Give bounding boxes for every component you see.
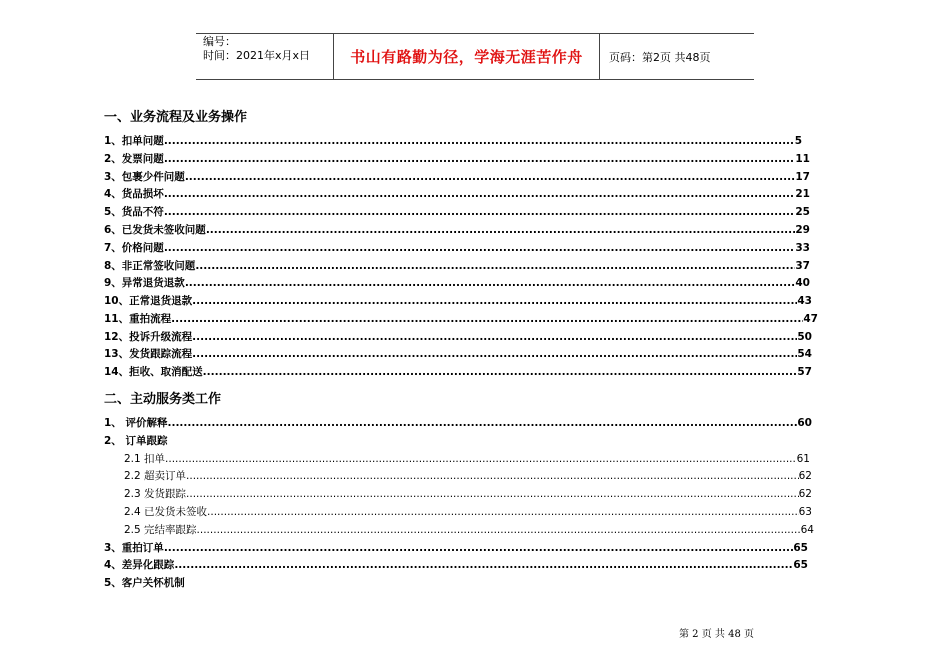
section-2-title: 二、主动服务类工作 <box>104 392 222 407</box>
toc-leader <box>186 486 799 502</box>
toc-label: 2.1 扣单 <box>124 453 166 465</box>
toc-entry[interactable] <box>124 522 814 538</box>
toc-leader <box>165 451 797 467</box>
toc-entry[interactable] <box>104 346 812 362</box>
toc-entry[interactable] <box>104 329 812 345</box>
toc-label: 2.4 已发货未签收 <box>124 506 208 518</box>
toc-entry[interactable] <box>104 364 812 380</box>
toc-page: 62 <box>798 470 812 482</box>
toc-label: 2、发票问题 <box>104 153 164 165</box>
toc-page: 29 <box>795 224 810 236</box>
toc-label: 12、投诉升级流程 <box>104 331 193 343</box>
header-page-info: 页码：第2页 共48页 <box>609 50 711 64</box>
header-motto: 书山有路勤为径，学海无涯苦作舟 <box>334 34 600 79</box>
toc-label: 11、重拍流程 <box>104 313 172 325</box>
toc-label: 6、已发货未签收问题 <box>104 224 206 236</box>
toc-leader <box>164 204 796 220</box>
section-1-title: 一、业务流程及业务操作 <box>104 110 248 125</box>
toc-page: 5 <box>794 135 802 147</box>
toc-leader <box>207 504 799 520</box>
toc-page: 65 <box>793 542 808 554</box>
toc-leader <box>164 240 796 256</box>
header-number: 编号： <box>203 35 236 48</box>
toc-label: 4、差异化跟踪 <box>104 559 175 571</box>
toc-page: 61 <box>796 453 810 465</box>
toc-label: 5、货品不符 <box>104 206 164 218</box>
toc-entry[interactable] <box>104 240 810 256</box>
toc-label: 7、价格问题 <box>104 242 164 254</box>
toc-entry[interactable] <box>104 258 810 274</box>
toc-leader <box>164 133 795 149</box>
toc-entry[interactable] <box>104 169 810 185</box>
toc-label: 10、正常退货退款 <box>104 295 193 307</box>
toc-entry[interactable] <box>104 204 810 220</box>
toc-entry[interactable] <box>124 504 812 520</box>
toc-entry[interactable] <box>104 133 802 149</box>
toc-label: 3、包裹少件问题 <box>104 171 185 183</box>
toc-leader <box>195 258 795 274</box>
toc-leader <box>197 522 801 538</box>
header-meta-cell <box>196 34 334 79</box>
toc-label: 8、非正常签收问题 <box>104 260 196 272</box>
toc-leader <box>164 151 796 167</box>
toc-page: 57 <box>797 366 812 378</box>
toc-page: 65 <box>793 559 808 571</box>
toc-page: 21 <box>795 188 810 200</box>
toc-leader <box>185 169 796 185</box>
toc-label: 2.2 超卖订单 <box>124 470 187 482</box>
toc-label: 13、发货跟踪流程 <box>104 348 193 360</box>
toc-label: 1、 评价解释 <box>104 417 168 429</box>
toc-leader <box>203 364 798 380</box>
toc-page: 17 <box>795 171 810 183</box>
toc-page: 11 <box>795 153 810 165</box>
toc-page: 50 <box>797 331 812 343</box>
toc-page: 40 <box>795 277 810 289</box>
document-header <box>196 33 754 80</box>
toc-leader <box>192 293 797 309</box>
toc-entry[interactable] <box>124 486 812 502</box>
toc-entry[interactable] <box>104 557 808 573</box>
toc-entry[interactable] <box>104 540 808 556</box>
toc-entry[interactable] <box>104 293 812 309</box>
toc-entry[interactable] <box>104 151 810 167</box>
toc-leader <box>174 557 793 573</box>
toc-page: 64 <box>800 524 814 536</box>
toc-label: 2、 订单跟踪 <box>104 435 168 447</box>
toc-entry[interactable] <box>104 222 810 238</box>
toc-label: 3、重拍订单 <box>104 542 164 554</box>
toc-entry[interactable] <box>124 451 810 467</box>
toc-page: 37 <box>795 260 810 272</box>
toc-page: 43 <box>797 295 812 307</box>
page-footer: 第 2 页 共 48 页 <box>679 629 754 640</box>
toc-leader <box>185 275 796 291</box>
toc-leader <box>164 540 794 556</box>
toc-page: 33 <box>795 242 810 254</box>
toc-entry[interactable] <box>104 415 812 431</box>
toc-page: 63 <box>798 506 812 518</box>
toc-leader <box>167 415 797 431</box>
toc-entry[interactable] <box>104 311 818 327</box>
toc-label: 2.3 发货跟踪 <box>124 488 187 500</box>
toc-label: 2.5 完结率跟踪 <box>124 524 197 536</box>
toc-leader <box>171 311 803 327</box>
toc-page: 25 <box>795 206 810 218</box>
toc-leader <box>192 346 797 362</box>
toc-entry[interactable] <box>104 186 810 202</box>
toc-label: 9、异常退货退款 <box>104 277 185 289</box>
toc-leader <box>164 186 796 202</box>
toc-leader <box>192 329 797 345</box>
toc-leader <box>186 468 799 484</box>
toc-page: 62 <box>798 488 812 500</box>
toc-entry[interactable] <box>104 575 404 591</box>
toc-label: 14、拒收、取消配送 <box>104 366 203 378</box>
toc-entry[interactable] <box>104 275 810 291</box>
toc-label: 1、扣单问题 <box>104 135 164 147</box>
toc-entry[interactable] <box>124 468 812 484</box>
toc-entry[interactable] <box>104 433 404 449</box>
toc-page: 54 <box>797 348 812 360</box>
toc-label: 4、货品损坏 <box>104 188 164 200</box>
toc-page: 60 <box>797 417 812 429</box>
header-date: 时间：2021年x月x日 <box>203 49 311 62</box>
toc-label: 5、客户关怀机制 <box>104 577 185 589</box>
toc-page: 47 <box>803 313 818 325</box>
toc-leader <box>206 222 796 238</box>
